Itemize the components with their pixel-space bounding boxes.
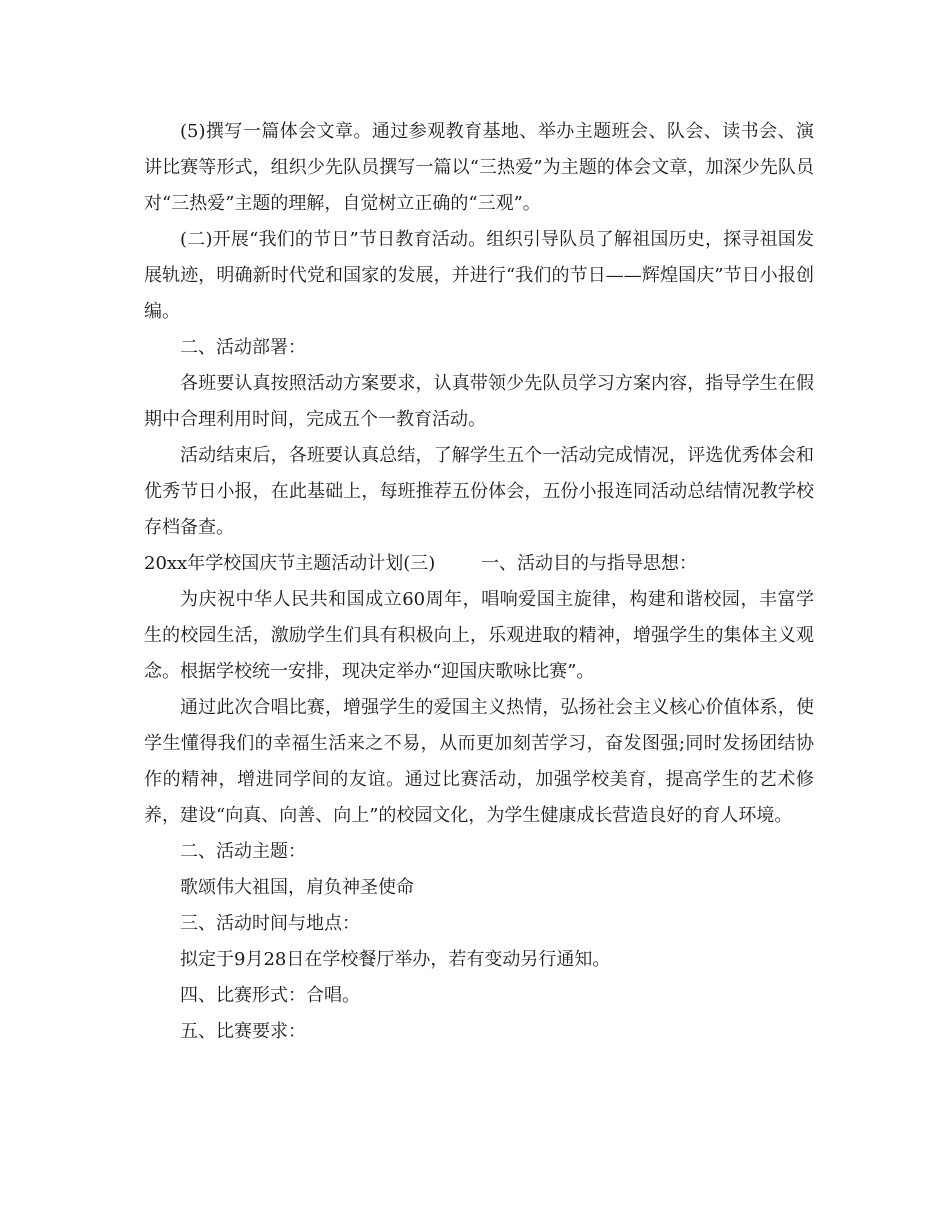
paragraph-celebration: 为庆祝中华人民共和国成立60周年，唱响爱国主旋律，构建和谐校园，丰富学生的校园生活，激励学生们具有积极向上，乐观进取的精神，增强学生的集体主义观念。根据学校统一安排，现决定举办“迎国庆歌咏比赛”。: [144, 589, 814, 682]
paragraph-summary: 活动结束后，各班要认真总结，了解学生五个一活动完成情况，评选优秀体会和优秀节日小报，在此基础上，每班推荐五份体会，五份小报连同活动总结情况教学校存档备查。: [144, 445, 814, 538]
paragraph-time-place: 拟定于9月28日在学校餐厅举办，若有变动另行通知。: [180, 949, 611, 970]
section-heading-theme: 二、活动主题：: [180, 841, 306, 862]
document-body: [144, 114, 814, 1050]
plan-title: 20xx年学校国庆节主题活动计划(三): [144, 553, 436, 574]
section-heading-requirements: 五、比赛要求：: [180, 1021, 306, 1042]
paragraph-festival-activity: (二)开展“我们的节日”节日教育活动。组织引导队员了解祖国历史，探寻祖国发展轨迹，明确新时代党和国家的发展，并进行“我们的节日——辉煌国庆”节日小报创编。: [144, 229, 814, 322]
paragraph-chorus-goals: 通过此次合唱比赛，增强学生的爱国主义热情，弘扬社会主义核心价值体系，使学生懂得我们的幸福生活来之不易，从而更加刻苦学习，奋发图强;同时发扬团结协作的精神，增进同学间的友谊。通过比赛活动，加强学校美育，提高学生的艺术修养，建设“向真、向善、向上”的校园文化，为学生健康成长营造良好的育人环境。: [144, 697, 814, 826]
plan-heading-line: [144, 546, 814, 582]
section-heading-format: 四、比赛形式：合唱。: [180, 985, 360, 1006]
paragraph-write-essay: (5)撰写一篇体会文章。通过参观教育基地、举办主题班会、队会、读书会、演讲比赛等形式，组织少先队员撰写一篇以“三热爱”为主题的体会文章，加深少先队员对“三热爱”主题的理解，自觉树立正确的“三观”。: [144, 121, 814, 214]
paragraph-theme: 歌颂伟大祖国，肩负神圣使命: [180, 877, 414, 898]
paragraph-deployment: 各班要认真按照活动方案要求，认真带领少先队员学习方案内容，指导学生在假期中合理利用时间，完成五个一教育活动。: [144, 373, 814, 430]
section-heading-time-place: 三、活动时间与地点：: [180, 913, 360, 934]
section-heading-purpose: 一、活动目的与指导思想：: [481, 553, 698, 574]
section-heading-deployment: 二、活动部署：: [180, 337, 306, 358]
